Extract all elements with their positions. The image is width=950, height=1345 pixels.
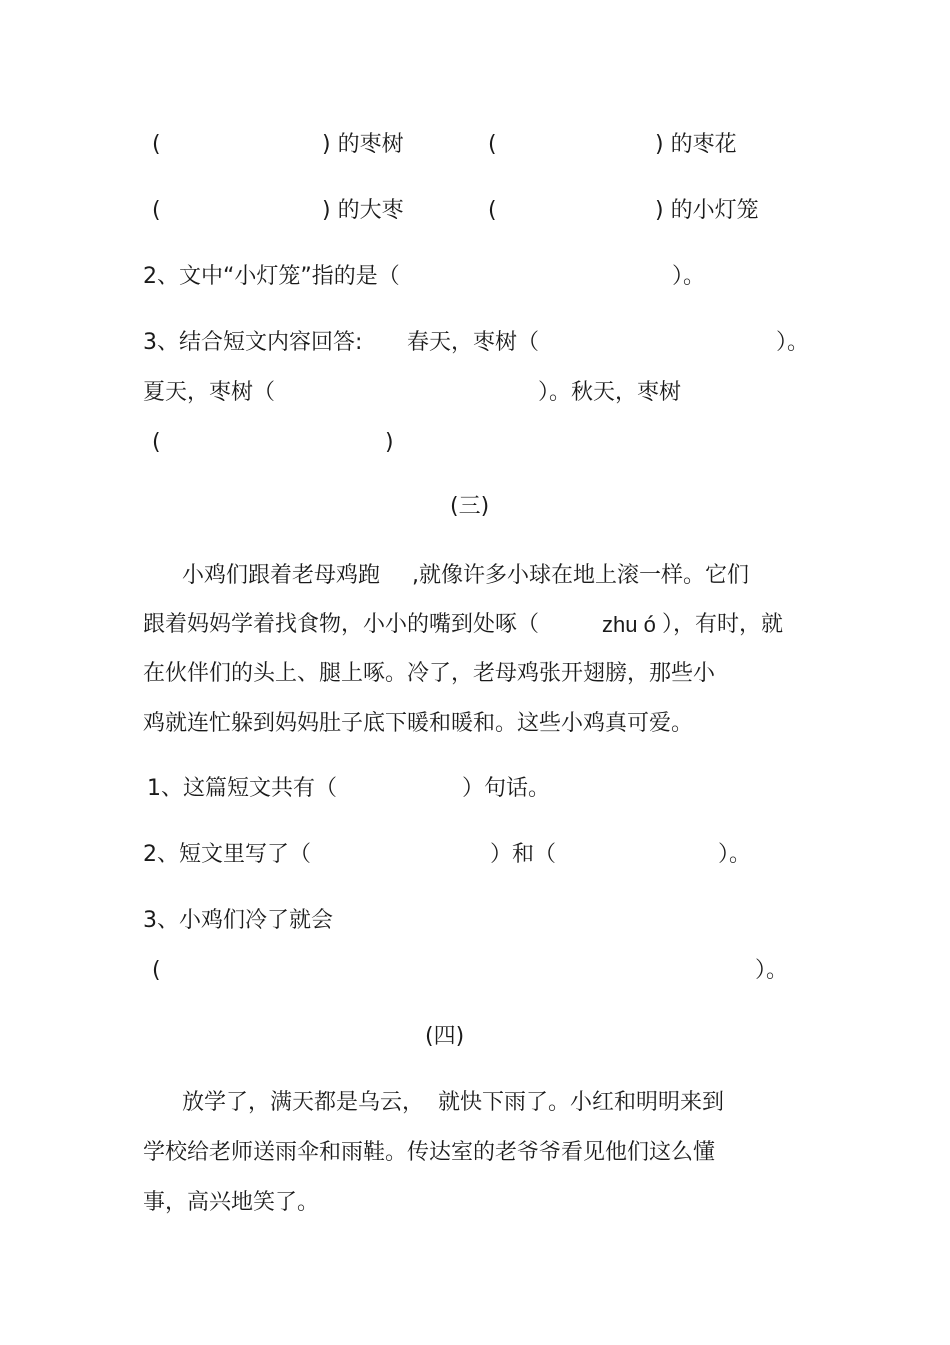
question-text: 3、结合短文内容回答:: [143, 330, 363, 355]
pinyin: zhu ó: [602, 612, 656, 637]
bracket-open: (: [152, 132, 161, 157]
question-text: 3、小鸡们冷了就会: [143, 908, 333, 933]
bracket-open: (: [488, 132, 497, 157]
spring-close: ）。: [776, 330, 810, 355]
question-text: 2、短文里写了（: [143, 842, 311, 867]
passage-line: 跟着妈妈学着找食物，小小的嘴到处啄（: [143, 612, 540, 637]
passage-line: 事，高兴地笑了。: [143, 1190, 320, 1215]
passage-line: 放学了，满天都是乌云， 就快下雨了。小红和明明来到: [182, 1090, 724, 1115]
section-heading: (三): [450, 494, 490, 519]
bracket-close: ): [385, 430, 394, 455]
question-close: ）。: [755, 958, 789, 983]
question-close: ）。: [718, 842, 752, 867]
passage-line: ），有时，就: [662, 612, 784, 637]
question-text: 1、这篇短文共有（: [147, 776, 337, 801]
bracket-open: (: [152, 958, 161, 983]
passage-line: 鸡就连忙躲到妈妈肚子底下暖和暖和。这些小鸡真可爱。: [143, 711, 694, 736]
question-text: 2、文中“小灯笼”指的是（: [143, 264, 400, 289]
bracket-open: (: [152, 430, 161, 455]
question-close: ）。: [672, 264, 706, 289]
bracket-close-text: ) 的枣花: [655, 132, 737, 157]
autumn-text: ）。秋天，枣树: [538, 380, 682, 405]
bracket-close-text: ) 的小灯笼: [655, 198, 759, 223]
question-mid: ）和（: [490, 842, 557, 867]
section-heading: (四): [425, 1024, 465, 1049]
bracket-open: (: [488, 198, 497, 223]
question-close: ）句话。: [462, 776, 551, 801]
bracket-close-text: ) 的大枣: [322, 198, 404, 223]
bracket-open: (: [152, 198, 161, 223]
passage-line: 在伙伴们的头上、腿上啄。冷了，老母鸡张开翅膀，那些小: [143, 661, 716, 686]
passage-line: ,就像许多小球在地上滚一样。它们: [412, 563, 749, 588]
spring-text: 春天，枣树（: [407, 330, 540, 355]
passage-line: 小鸡们跟着老母鸡跑: [182, 563, 381, 588]
summer-text: 夏天，枣树（: [143, 380, 276, 405]
passage-line: 学校给老师送雨伞和雨鞋。传达室的老爷爷看见他们这么懂: [143, 1140, 716, 1165]
bracket-close-text: ) 的枣树: [322, 132, 404, 157]
